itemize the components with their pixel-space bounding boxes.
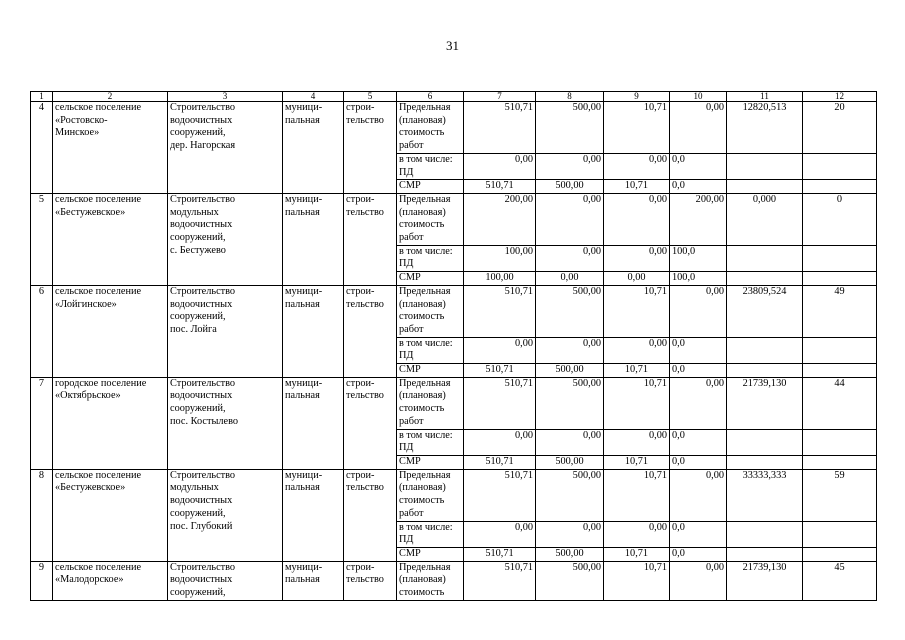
cell-line: водоочистных [170, 114, 233, 126]
value-cell: 0,00 [670, 469, 727, 521]
cell-line: (плановая) [399, 298, 446, 310]
value-cell: 0,0 [670, 521, 727, 547]
value-cell: 0,00 [604, 429, 670, 455]
column-number: 10 [670, 92, 727, 102]
empty-cell [727, 455, 803, 469]
value-cell: 0 [803, 193, 877, 245]
cell-line: работ [399, 415, 424, 427]
cell-line: «Ростовско- [55, 114, 108, 126]
table-row [31, 285, 877, 337]
value-cell: 510,71 [464, 547, 536, 561]
smr-label-cell: СМР [397, 547, 464, 561]
value-cell: 0,00 [464, 521, 536, 547]
value-cell: 33333,333 [727, 469, 803, 521]
cell-line: сооружений, [170, 311, 226, 323]
cell-line: сооружений, [170, 127, 226, 139]
value-cell: 500,00 [536, 455, 604, 469]
value-cell: 12820,513 [727, 102, 803, 154]
cell-line: стоимость [399, 495, 445, 507]
cell-line: пос. Костылево [170, 415, 239, 427]
value-cell: 0,0 [670, 429, 727, 455]
cell-line: строи- [346, 561, 375, 573]
cell-line: стоимость [399, 219, 445, 231]
column-number: 7 [464, 92, 536, 102]
cell-line: водоочистных [170, 574, 233, 586]
value-cell: 510,71 [464, 364, 536, 378]
cell-line: в том числе: [399, 153, 453, 165]
column-number: 8 [536, 92, 604, 102]
cell-line: в том числе: [399, 337, 453, 349]
cell-line: сооружений, [170, 587, 226, 599]
value-cell: 100,00 [464, 245, 536, 271]
value-cell: 510,71 [464, 469, 536, 521]
column-number: 3 [168, 92, 283, 102]
value-cell: 49 [803, 285, 877, 337]
limit-label-cell [397, 469, 464, 521]
cell-line: Минское» [55, 127, 100, 139]
smr-label-cell: СМР [397, 455, 464, 469]
value-cell: 0,00 [604, 272, 670, 286]
empty-cell [727, 364, 803, 378]
value-cell: 100,0 [670, 245, 727, 271]
empty-cell [803, 180, 877, 194]
row-number: 6 [31, 285, 53, 377]
cell-line: ПД [399, 442, 414, 454]
value-cell: 44 [803, 377, 877, 429]
cell-line: Строительство [170, 193, 236, 205]
value-cell: 23809,524 [727, 285, 803, 337]
cell-line: тельство [346, 206, 384, 218]
value-cell: 0,00 [604, 337, 670, 363]
value-cell: 200,00 [670, 193, 727, 245]
row-number: 5 [31, 193, 53, 285]
cell-line: сельское поселение [55, 193, 142, 205]
pd-label-cell [397, 337, 464, 363]
cell-line: работ [399, 507, 424, 519]
ownership-cell [283, 285, 344, 377]
value-cell: 0,0 [670, 180, 727, 194]
cell-line: работ [399, 140, 424, 152]
empty-cell [803, 521, 877, 547]
cell-line: Предельная [399, 377, 451, 389]
cell-line: пальная [285, 298, 320, 310]
cell-line: тельство [346, 298, 384, 310]
work-type-cell [344, 102, 397, 194]
value-cell: 45 [803, 561, 877, 600]
value-cell: 0,00 [536, 521, 604, 547]
value-cell: 0,00 [670, 102, 727, 154]
cell-line: тельство [346, 390, 384, 402]
value-cell: 21739,130 [727, 561, 803, 600]
cell-line: в том числе: [399, 245, 453, 257]
column-number: 4 [283, 92, 344, 102]
cell-line: Строительство [170, 102, 236, 113]
empty-cell [803, 245, 877, 271]
empty-cell [803, 429, 877, 455]
value-cell: 500,00 [536, 547, 604, 561]
value-cell: 0,00 [464, 337, 536, 363]
column-number: 9 [604, 92, 670, 102]
cell-line: городское поселение [55, 377, 147, 389]
cell-line: водоочистных [170, 495, 233, 507]
value-cell: 0,00 [670, 285, 727, 337]
cell-line: строи- [346, 193, 375, 205]
cell-line: строи- [346, 102, 375, 113]
pd-label-cell [397, 153, 464, 179]
value-cell: 500,00 [536, 377, 604, 429]
cell-line: в том числе: [399, 521, 453, 533]
cell-line: Строительство [170, 377, 236, 389]
cell-line: модульных [170, 206, 219, 218]
value-cell: 10,71 [604, 561, 670, 600]
column-number-row [31, 92, 877, 102]
value-cell: 20 [803, 102, 877, 154]
value-cell: 0,0 [670, 153, 727, 179]
empty-cell [727, 337, 803, 363]
work-type-cell [344, 469, 397, 561]
value-cell: 0,00 [536, 245, 604, 271]
cell-line: Предельная [399, 285, 451, 297]
cell-line: Строительство [170, 561, 236, 573]
column-number: 11 [727, 92, 803, 102]
column-number: 6 [397, 92, 464, 102]
cell-line: ПД [399, 350, 414, 362]
cell-line: ПД [399, 258, 414, 270]
empty-cell [803, 337, 877, 363]
cell-line: пальная [285, 206, 320, 218]
cell-line: сооружений, [170, 403, 226, 415]
cell-line: муници- [285, 561, 323, 573]
object-cell [168, 102, 283, 194]
cell-line: водоочистных [170, 390, 233, 402]
value-cell: 100,0 [670, 272, 727, 286]
value-cell: 510,71 [464, 285, 536, 337]
smr-label-cell: СМР [397, 364, 464, 378]
cell-line: сооружений, [170, 232, 226, 244]
cell-line: «Октябрьское» [55, 390, 121, 402]
cell-line: муници- [285, 469, 323, 481]
value-cell: 510,71 [464, 180, 536, 194]
value-cell: 0,000 [727, 193, 803, 245]
work-type-cell [344, 193, 397, 285]
work-type-cell [344, 561, 397, 600]
value-cell: 510,71 [464, 377, 536, 429]
ownership-cell [283, 377, 344, 469]
cell-line: пальная [285, 574, 320, 586]
cell-line: модульных [170, 482, 219, 494]
value-cell: 21739,130 [727, 377, 803, 429]
cell-line: «Бестужевское» [55, 482, 126, 494]
cell-line: пальная [285, 114, 320, 126]
data-table [30, 91, 877, 601]
cell-line: в том числе: [399, 429, 453, 441]
empty-cell [803, 364, 877, 378]
cell-line: строи- [346, 377, 375, 389]
settlement-cell [53, 102, 168, 194]
object-cell [168, 469, 283, 561]
value-cell: 10,71 [604, 469, 670, 521]
value-cell: 0,00 [464, 429, 536, 455]
cell-line: ПД [399, 166, 414, 178]
cell-line: работ [399, 323, 424, 335]
value-cell: 10,71 [604, 102, 670, 154]
settlement-cell [53, 377, 168, 469]
object-cell [168, 561, 283, 600]
row-number: 9 [31, 561, 53, 600]
cell-line: (плановая) [399, 574, 446, 586]
cell-line: работ [399, 232, 424, 244]
empty-cell [803, 272, 877, 286]
value-cell: 500,00 [536, 561, 604, 600]
cell-line: сельское поселение [55, 102, 142, 113]
empty-cell [727, 180, 803, 194]
cell-line: ПД [399, 534, 414, 546]
value-cell: 0,0 [670, 547, 727, 561]
limit-label-cell [397, 102, 464, 154]
column-number: 12 [803, 92, 877, 102]
cell-line: с. Бестужево [170, 244, 226, 256]
work-type-cell [344, 377, 397, 469]
value-cell: 0,0 [670, 337, 727, 363]
empty-cell [727, 245, 803, 271]
value-cell: 0,00 [670, 561, 727, 600]
cell-line: тельство [346, 114, 384, 126]
row-number: 8 [31, 469, 53, 561]
value-cell: 0,00 [536, 193, 604, 245]
cell-line: сельское поселение [55, 561, 142, 573]
cell-line: сельское поселение [55, 285, 142, 297]
settlement-cell [53, 561, 168, 600]
cell-line: «Малодорское» [55, 574, 124, 586]
value-cell: 59 [803, 469, 877, 521]
cell-line: (плановая) [399, 114, 446, 126]
value-cell: 0,00 [536, 272, 604, 286]
value-cell: 510,71 [464, 102, 536, 154]
table-row [31, 561, 877, 600]
limit-label-cell [397, 561, 464, 600]
cell-line: Предельная [399, 561, 451, 573]
cell-line: строи- [346, 469, 375, 481]
column-number: 1 [31, 92, 53, 102]
cell-line: водоочистных [170, 298, 233, 310]
empty-cell [727, 272, 803, 286]
empty-cell [727, 429, 803, 455]
cell-line: водоочистных [170, 219, 233, 231]
cell-line: дер. Нагорская [170, 140, 236, 152]
value-cell: 10,71 [604, 377, 670, 429]
cell-line: муници- [285, 193, 323, 205]
ownership-cell [283, 102, 344, 194]
value-cell: 10,71 [604, 455, 670, 469]
value-cell: 500,00 [536, 180, 604, 194]
cell-line: стоимость [399, 311, 445, 323]
pd-label-cell [397, 245, 464, 271]
table-row [31, 193, 877, 245]
cell-line: пос. Лойга [170, 323, 217, 335]
settlement-cell [53, 193, 168, 285]
cell-line: (плановая) [399, 390, 446, 402]
object-cell [168, 377, 283, 469]
page-number: 31 [446, 38, 459, 53]
cell-line: муници- [285, 102, 323, 113]
settlement-cell [53, 469, 168, 561]
value-cell: 0,00 [604, 245, 670, 271]
pd-label-cell [397, 521, 464, 547]
limit-label-cell [397, 193, 464, 245]
value-cell: 0,00 [536, 429, 604, 455]
value-cell: 0,00 [604, 521, 670, 547]
cell-line: тельство [346, 574, 384, 586]
cell-line: стоимость [399, 403, 445, 415]
value-cell: 10,71 [604, 180, 670, 194]
work-type-cell [344, 285, 397, 377]
table-row [31, 102, 877, 154]
value-cell: 10,71 [604, 364, 670, 378]
cell-line: муници- [285, 377, 323, 389]
value-cell: 510,71 [464, 561, 536, 600]
value-cell: 0,0 [670, 455, 727, 469]
cell-line: Предельная [399, 469, 451, 481]
value-cell: 0,00 [536, 153, 604, 179]
cell-line: стоимость [399, 587, 445, 599]
value-cell: 0,00 [536, 337, 604, 363]
column-number: 5 [344, 92, 397, 102]
cell-line: Строительство [170, 285, 236, 297]
value-cell: 500,00 [536, 469, 604, 521]
smr-label-cell: СМР [397, 180, 464, 194]
cell-line: пальная [285, 482, 320, 494]
limit-label-cell [397, 285, 464, 337]
cell-line: (плановая) [399, 482, 446, 494]
value-cell: 100,00 [464, 272, 536, 286]
cell-line: пальная [285, 390, 320, 402]
ownership-cell [283, 561, 344, 600]
smr-label-cell: СМР [397, 272, 464, 286]
empty-cell [803, 547, 877, 561]
settlement-cell [53, 285, 168, 377]
value-cell: 0,0 [670, 364, 727, 378]
cell-line: «Лойгинское» [55, 298, 117, 310]
cell-line: стоимость [399, 127, 445, 139]
value-cell: 10,71 [604, 547, 670, 561]
cell-line: строи- [346, 285, 375, 297]
cell-line: Предельная [399, 102, 451, 113]
table-row [31, 377, 877, 429]
object-cell [168, 193, 283, 285]
ownership-cell [283, 469, 344, 561]
empty-cell [727, 153, 803, 179]
value-cell: 0,00 [670, 377, 727, 429]
column-number: 2 [53, 92, 168, 102]
cell-line: (плановая) [399, 206, 446, 218]
value-cell: 0,00 [604, 153, 670, 179]
cell-line: сельское поселение [55, 469, 142, 481]
value-cell: 0,00 [464, 153, 536, 179]
cell-line: «Бестужевское» [55, 206, 126, 218]
empty-cell [727, 521, 803, 547]
row-number: 7 [31, 377, 53, 469]
value-cell: 10,71 [604, 285, 670, 337]
cell-line: пос. Глубокий [170, 520, 233, 532]
value-cell: 500,00 [536, 285, 604, 337]
ownership-cell [283, 193, 344, 285]
value-cell: 510,71 [464, 455, 536, 469]
empty-cell [803, 455, 877, 469]
cell-line: Строительство [170, 469, 236, 481]
table-row [31, 469, 877, 521]
cell-line: муници- [285, 285, 323, 297]
cell-line: тельство [346, 482, 384, 494]
empty-cell [803, 153, 877, 179]
value-cell: 200,00 [464, 193, 536, 245]
cell-line: сооружений, [170, 507, 226, 519]
row-number: 4 [31, 102, 53, 194]
cell-line: Предельная [399, 193, 451, 205]
value-cell: 500,00 [536, 102, 604, 154]
limit-label-cell [397, 377, 464, 429]
value-cell: 0,00 [604, 193, 670, 245]
value-cell: 500,00 [536, 364, 604, 378]
empty-cell [727, 547, 803, 561]
pd-label-cell [397, 429, 464, 455]
object-cell [168, 285, 283, 377]
